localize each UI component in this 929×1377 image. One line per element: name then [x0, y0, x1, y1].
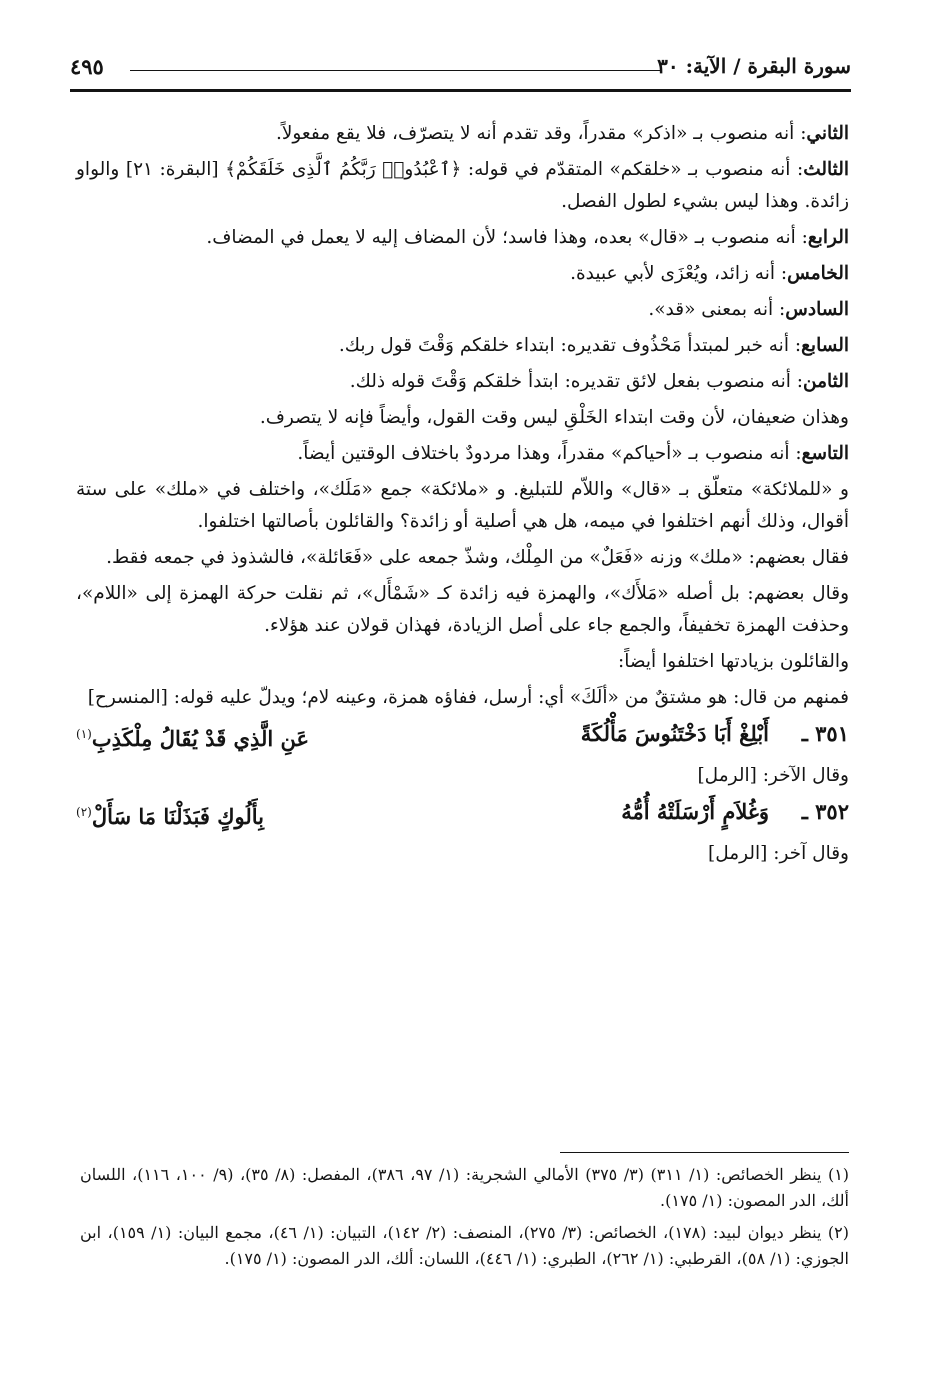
paragraph-label: السابع: [801, 335, 849, 356]
footnotes: [80, 1162, 849, 1278]
verse-line: [76, 718, 849, 758]
paragraph-text: فقال بعضهم: «ملك» وزنه «فَعَلٌ» من المِلْك، وشذّ جمعه على «فَعَائلة»، فالشذوذ في جمعه فقط.: [106, 547, 849, 568]
paragraph: [76, 760, 849, 792]
paragraph-text: وقال آخر: [الرمل]: [708, 843, 849, 864]
paragraph-text: وقال بعضهم: بل أصله «مَلأَك»، والهمزة فيه زائدة كـ «شَمْأَل»، ثم نقلت حركة الهمزة إلى «اللام»، وحذفت الهمزة تخفيفاً، والجمع جاء على أصل الزيادة، فهذان قولان عند هؤلاء.: [76, 583, 849, 636]
paragraph-label: الثامن: [803, 371, 849, 392]
paragraph: [76, 118, 849, 150]
footnote: (٢) ينظر ديوان لبيد: (١٧٨)، الخصائص: (٣/ ٢٧٥)، المنصف: (٢/ ١٤٢)، التبيان: (١/ ٤٦)، مجمع البيان: (١/ ١٥٩)، ابن الجوزي: (١/ ٥٨)، القرطبي: (١/ ٢٦٢)، الطبري: (١/ ٤٤٦)، اللسان: ألك، الدر المصون: (١/ ١٧٥).: [80, 1223, 849, 1268]
paragraph-label: التاسع: [801, 443, 849, 464]
paragraph-text: : أنه منصوب بـ «اذكر» مقدراً، وقد تقدم أنه لا يتصرّف، فلا يقع مفعولاً.: [275, 123, 807, 144]
verse-hemistich-second: [76, 796, 264, 833]
verse-text: عَنِ الَّذِي قَدْ يُقَالُ مِلْكَذِبِ: [91, 726, 310, 751]
verse-text: بِأَلُوكٍ فَبَذَلْنَا مَا سَأَلْ: [91, 804, 264, 829]
footnote: (١) ينظر الخصائص: (١/ ٣١١) (٣/ ٣٧٥) الأمالي الشجرية: (١/ ٩٧، ٣٨٦)، المفصل: (٨/ ٣٥)، (٩/ ١٠٠، ١١٦)، اللسان ألك، الدر المصون: (١/ ١٧٥).: [80, 1165, 850, 1210]
paragraph-text: وهذان ضعيفان، لأن وقت ابتداء الخَلْقِ ليس وقت القول، وأيضاً فإنه لا يتصرف.: [259, 407, 849, 428]
verse-hemistich-first: وَغُلاَمٍ أَرْسَلَتْهُ أُمُّهُ: [621, 799, 769, 824]
paragraph-text: : أنه منصوب بـ «أحياكم» مقدراً، وهذا مردودٌ باختلاف الوقتين أيضاً.: [297, 443, 802, 464]
paragraph: [76, 330, 849, 362]
page-number: ٤٩٥: [70, 54, 104, 79]
paragraph: [76, 294, 849, 326]
header-divider: [70, 89, 851, 92]
verse-hemistich-first: أَبْلِغْ أَبَا دَخْتَنُوسَ مَأْلُكَةً: [580, 721, 769, 746]
paragraph: [76, 542, 849, 574]
paragraph: [76, 258, 849, 290]
verse-line: [76, 796, 849, 836]
header-rule: [130, 70, 661, 71]
paragraph-label: الثالث: [803, 159, 849, 180]
main-text: [76, 118, 849, 874]
verse-hemistich-second: [76, 718, 309, 755]
paragraph: [76, 438, 849, 470]
paragraph: [76, 646, 849, 678]
paragraph-text: والقائلون بزيادتها اختلفوا أيضاً:: [618, 651, 849, 672]
paragraph-text: : أنه منصوب بفعل لائق تقديره: ابتدأ خلقكم وَقْتَ قوله ذلك.: [349, 371, 803, 392]
paragraph: [76, 578, 849, 642]
paragraph-text: : أنه خبر لمبتدأ مَحْذُوف تقديره: ابتداء خلقكم وَقْتَ قول ربك.: [338, 335, 802, 356]
paragraph: [76, 154, 849, 218]
paragraph: [76, 474, 849, 538]
paragraph: [76, 402, 849, 434]
footnote-marker: (٢): [76, 805, 92, 819]
paragraph-label: السادس: [785, 299, 849, 320]
footnote-marker: (١): [76, 727, 92, 741]
paragraph-text: : أنه زائد، ويُعْزَى لأبي عبيدة.: [570, 263, 788, 284]
paragraph-label: الخامس: [787, 263, 849, 284]
paragraph: [76, 682, 849, 714]
paragraph-text: : أنه منصوب بـ «خلقكم» المتقدّم في قوله: ﴿ٱعْبُدُوا۟ رَبَّكُمُ ٱلَّذِى خَلَقَكُمْ﴾ [البقرة: ٢١] والواو زائدة. وهذا ليس بشيء لطول الفصل.: [76, 159, 849, 212]
verse-number: ٣٥١ ـ: [801, 721, 849, 746]
running-title: سورة البقرة / الآية: ٣٠: [657, 54, 851, 78]
footnote-separator: [560, 1152, 849, 1153]
paragraph: [76, 222, 849, 254]
paragraph-label: الرابع: [807, 227, 849, 248]
paragraph-text: : أنه منصوب بـ «قال» بعده، وهذا فاسد؛ لأن المضاف إليه لا يعمل في المضاف.: [206, 227, 808, 248]
paragraph: [76, 838, 849, 870]
paragraph-text: فمنهم من قال: هو مشتقٌ من «ألَكَ» أي: أرسل، ففاؤه همزة، وعينه لام؛ ويدلّ عليه قوله: [المنسرح]: [87, 687, 849, 708]
verse-number: ٣٥٢ ـ: [801, 799, 849, 824]
paragraph-text: : أنه بمعنى «قد».: [648, 299, 786, 320]
page-header: [70, 48, 851, 92]
paragraph: [76, 366, 849, 398]
paragraph-text: و «للملائكة» متعلّق بـ «قال» واللاّم للتبليغ. و «ملائكة» جمع «مَلَك»، واختلف في «ملك» على ستة أقوال، وذلك أنهم اختلفوا في ميمه، هل هي أصلية أو زائدة؟ والقائلون بأصالتها اختلفوا.: [76, 479, 849, 532]
paragraph-label: الثاني: [806, 123, 849, 144]
paragraph-text: وقال الآخر: [الرمل]: [697, 765, 849, 786]
